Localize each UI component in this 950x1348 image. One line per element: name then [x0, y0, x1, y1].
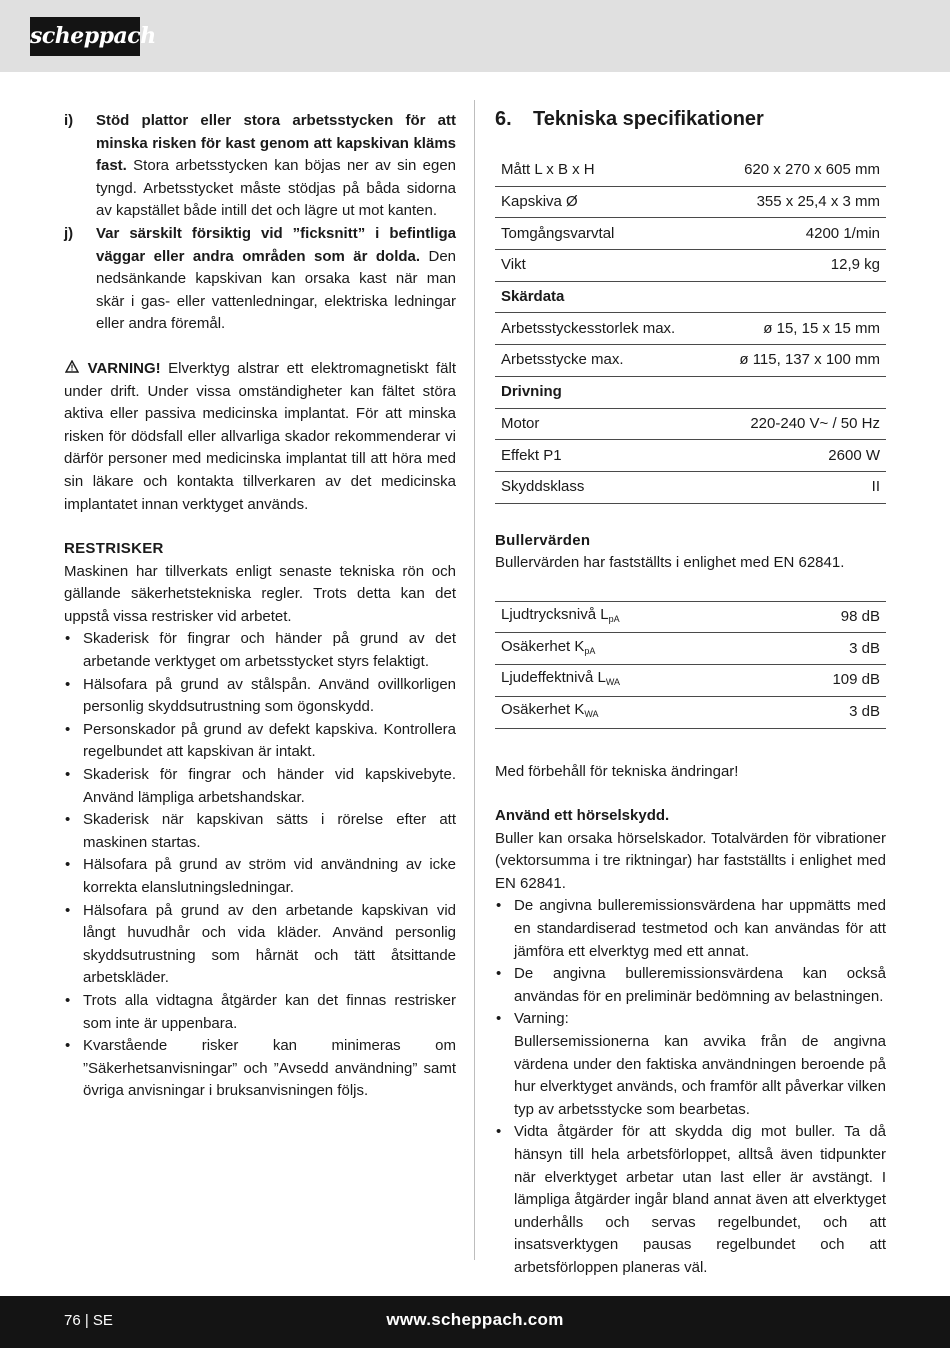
noise-label [495, 633, 764, 665]
restrisker-heading: RESTRISKER [64, 540, 164, 558]
noise-label-subscript: WA [584, 709, 599, 720]
warning-triangle-icon [64, 358, 80, 381]
warning-text: Elverktyg alstrar ett elektromagnetiskt fält under drift. Under vissa omständigheter kan fältet störa aktiva eller passiva medicinska implantat. För att minska risken för dödsfall eller allvarliga skador rekommenderar vi därför personer med medicinska implantat till att höra med sin läkare och kontakta tillverkaren av det medicinska implantatet innan verktyget används. [64, 359, 457, 513]
restrisk-bullet: • Skaderisk för fingrar och händer på grund av det arbetande verktyget om arbetsstycket styrs felaktigt. [64, 628, 456, 673]
restrisk-bullet: • Hälsofara på grund av ström vid användning av icke korrekta elanslutningsledningar. [64, 854, 456, 899]
section-heading [495, 104, 886, 134]
footer-bar [0, 1296, 950, 1348]
restrisk-bullet: • Skaderisk för fingrar och händer vid kapskivebyte. Använd lämpliga arbetshandskar. [64, 764, 456, 809]
spec-value: ø 15, 15 x 15 mm [710, 313, 886, 345]
warning-label: VARNING! [87, 359, 161, 377]
hearing-intro: Buller kan orsaka hörselskador. Totalvärden för vibrationer (vektorsumma i tre riktningar) har fastställts i enlighet med EN 62841. [495, 829, 886, 892]
noise-heading: Bullervärden [495, 531, 591, 549]
spec-row [495, 440, 886, 472]
spec-value: 620 x 270 x 605 mm [710, 158, 886, 186]
restrisk-bullet: • Hälsofara på grund av den arbetande kapskivan vid långt huvudhår och vida kläder. Använd personlig skyddsutrustning som hårnät och tätt åtsittande arbetskläder. [64, 900, 456, 990]
noise-label [495, 601, 764, 633]
spec-value: 355 x 25,4 x 3 mm [710, 186, 886, 218]
noise-value: 3 dB [764, 633, 886, 665]
restrisk-bullet: • Skaderisk när kapskivan sätts i rörelse efter att maskinen startas. [64, 809, 456, 854]
spec-label: Arbetsstycke max. [495, 345, 710, 377]
footer-url: www.scheppach.com [386, 1310, 564, 1329]
spec-row [495, 186, 886, 218]
header-bar [0, 0, 950, 72]
hearing-bullet-title: • Varning: [514, 1010, 569, 1028]
noise-label-text: Osäkerhet K [501, 701, 585, 719]
spec-value: ø 115, 137 x 100 mm [710, 345, 886, 377]
noise-row [495, 696, 886, 728]
section-number: 6. [495, 108, 512, 130]
item-marker: j) [64, 224, 74, 242]
spec-label: Mått L x B x H [495, 158, 710, 186]
item-marker: i) [64, 112, 74, 129]
right-column [495, 104, 886, 1280]
spec-label: Drivning [495, 376, 710, 408]
noise-label [495, 665, 764, 697]
noise-row [495, 633, 886, 665]
noise-label [495, 696, 764, 728]
restrisk-bullet: • Hälsofara på grund av stålspån. Använd ovillkorligen personlig skyddsutrustning som ögonskydd. [64, 674, 456, 719]
restrisk-bullet: • Trots alla vidtagna åtgärder kan det finnas restrisker som inte är uppenbara. [64, 990, 456, 1035]
restrisker-intro: Maskinen har tillverkats enligt senaste tekniska rön och gällande säkerhetstekniska regler. Trots detta kan det uppstå vissa restrisker vid arbetet. [64, 562, 456, 625]
restrisker-list [64, 628, 456, 1102]
spec-label: Arbetsstyckesstorlek max. [495, 313, 710, 345]
hearing-bullet: • De angivna bulleremissionsvärdena kan också användas för en preliminär bedömning av belastningen. [495, 963, 886, 1008]
spec-row [495, 313, 886, 345]
item-text: Den nedsänkande kapskivan kan orsaka kast när man skär i gas- eller vattenledningar, elektriska ledningar eller andra föremål. [96, 247, 456, 333]
spec-label: Tomgångsvarvtal [495, 218, 710, 250]
spec-label: Effekt P1 [495, 440, 710, 472]
noise-label-subscript: pA [584, 645, 596, 656]
spec-row [495, 345, 886, 377]
left-column [64, 110, 456, 1103]
spec-row [495, 250, 886, 282]
noise-value: 3 dB [764, 696, 886, 728]
page-number: 76 | SE [64, 1312, 113, 1329]
spec-row [495, 281, 886, 313]
spec-row [495, 376, 886, 408]
spec-label: Skyddsklass [495, 471, 710, 503]
spec-label: Vikt [495, 250, 710, 282]
noise-label-text: Ljudeffektnivå L [501, 669, 606, 687]
section-title: Tekniska specifikationer [533, 108, 764, 130]
hearing-bullet: • Vidta åtgärder för att skydda dig mot buller. Ta då hänsyn till hela arbetsförloppet, alltså även tidpunkter när elverktyget arbetar utan last eller är avstängt. I lämpliga åtgärder ingår bland annat även att elverktyget underhålls och servas regelbundet, och att insatsverktygen pausas regelbundet och att arbetsförloppen planeras väl. [495, 1121, 886, 1279]
spec-label: Kapskiva Ø [495, 186, 710, 218]
hearing-bullet [495, 1008, 886, 1121]
noise-label-text: Ljudtrycksnivå L [501, 606, 609, 624]
scheppach-logo: scheppach [30, 17, 140, 56]
hearing-bullet-text: Bullersemissionerna kan avvika från de angivna värdena under den faktiska användningen beroende på hur elverktyget används, och framför allt påverkar vilken typ av arbetsstycke som bearbetas. [514, 1033, 886, 1118]
spec-value: 12,9 kg [710, 250, 886, 282]
spec-value [710, 376, 886, 408]
spec-table [495, 158, 886, 504]
safety-item-i [64, 110, 456, 223]
column-divider [474, 100, 475, 1260]
noise-label-subscript: WA [605, 677, 620, 688]
item-bold-text: Var särskilt försiktig vid ”ficksnitt” i befintliga väggar eller andra områden som är dolda. [96, 224, 456, 265]
noise-label-subscript: pA [608, 614, 620, 625]
spec-value: 4200 1/min [710, 218, 886, 250]
noise-label-text: Osäkerhet K [501, 637, 585, 655]
spec-row [495, 218, 886, 250]
noise-value: 109 dB [764, 665, 886, 697]
noise-intro: Bullervärden har fastställts i enlighet med EN 62841. [495, 554, 845, 572]
hearing-heading: Använd ett hörselskydd. [495, 807, 670, 825]
reservation-note: Med förbehåll för tekniska ändringar! [495, 762, 739, 780]
emf-warning [64, 358, 456, 516]
spec-row [495, 408, 886, 440]
restrisk-bullet: • Kvarstående risker kan minimeras om ”Säkerhetsanvisningar” och ”Avsedd användning” samt övriga anvisningar i bruksanvisningen följs. [64, 1035, 456, 1103]
spec-value: 220-240 V~ / 50 Hz [710, 408, 886, 440]
noise-row [495, 665, 886, 697]
spec-label: Motor [495, 408, 710, 440]
safety-item-j [64, 223, 456, 336]
spec-value: II [710, 471, 886, 503]
spec-label: Skärdata [495, 281, 710, 313]
spec-value [710, 281, 886, 313]
spec-value: 2600 W [710, 440, 886, 472]
noise-value: 98 dB [764, 601, 886, 633]
hearing-bullet: • De angivna bulleremissionsvärdena har uppmätts med en standardiserad testmetod och kan användas för att jämföra ett elverktyg med ett annat. [495, 895, 886, 963]
item-bold-text: Stöd plattor eller stora arbetsstycken för att minska risken för kast genom att kapskivan kläms fast. [96, 112, 456, 175]
spec-row [495, 158, 886, 186]
noise-table [495, 601, 886, 729]
item-text: Stora arbetsstycken kan böjas ner av sin egen tyngd. Arbetsstycket måste stödjas på båda sidorna av kapstället både intill det och lägre ut mot kanten. [96, 157, 456, 220]
restrisk-bullet: • Personskador på grund av defekt kapskiva. Kontrollera regelbundet att kapskivan är intakt. [64, 719, 456, 764]
noise-row [495, 601, 886, 633]
spec-row [495, 471, 886, 503]
